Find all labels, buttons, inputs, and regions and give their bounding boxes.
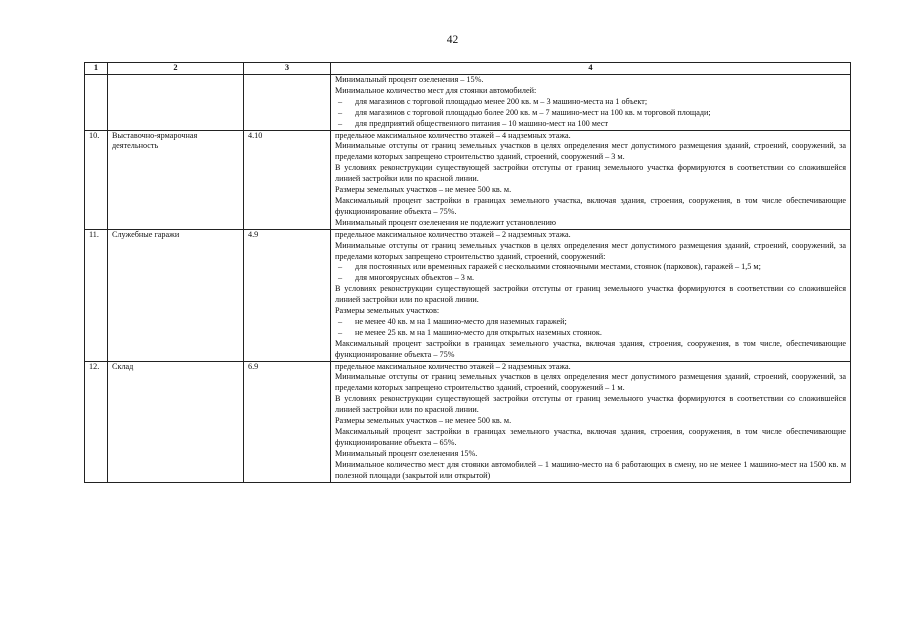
- list-dash-marker: –: [338, 96, 343, 106]
- use-type-name: Выставочно-ярмарочная деятельность: [108, 130, 244, 229]
- use-type-code: 4.10: [244, 130, 331, 229]
- list-item-text: для постоянных или временных гаражей с несколькими стояночными местами, стоянок (парковок), гаражей – 1,5 м;: [355, 262, 761, 272]
- use-type-code: 6.9: [244, 361, 331, 482]
- regulation-list-item: [335, 119, 846, 130]
- regulation-text: [331, 229, 851, 361]
- list-item-text: для предприятий общественного питания – 10 машино-мест на 100 мест: [355, 118, 609, 128]
- regulation-paragraph: Максимальный процент застройки в границах земельного участка, включая здания, строения, сооружения, в том числе обеспечивающие функционирование объекта – 75%.: [335, 195, 846, 216]
- list-dash-marker: –: [338, 262, 343, 272]
- regulation-paragraph: предельное максимальное количество этажей – 4 надземных этажа.: [335, 130, 571, 140]
- regulation-list-item: [335, 328, 846, 339]
- regulation-paragraph: Минимальный процент озеленения не подлежит установлению: [335, 217, 556, 227]
- list-item-text: для магазинов с торговой площадью более 200 кв. м – 7 машино-мест на 100 кв. м торговой площади;: [355, 107, 711, 117]
- regulation-list-item: [335, 97, 846, 108]
- regulation-paragraph: предельное максимальное количество этажей – 2 надземных этажа.: [335, 361, 571, 371]
- row-number: 10.: [85, 130, 108, 229]
- regulation-paragraph: Минимальное количество мест для стоянки автомобилей – 1 машино-место на 6 работающих в смену, но не менее 1 машино-мест на 1500 кв. м полезной площади (закрытой или открытой): [335, 459, 846, 480]
- table-row: [85, 75, 851, 131]
- regulation-text: [331, 75, 851, 131]
- table-row: [85, 361, 851, 482]
- regulation-list-item: [335, 108, 846, 119]
- regulation-paragraph: Минимальное количество мест для стоянки автомобилей:: [335, 85, 537, 95]
- regulation-paragraph: Размеры земельных участков – не менее 500 кв. м.: [335, 185, 512, 195]
- header-col-2: 2: [108, 63, 244, 75]
- regulation-paragraph: Минимальный процент озеленения 15%.: [335, 448, 478, 458]
- list-item-text: для многоярусных объектов – 3 м.: [355, 273, 475, 283]
- regulation-paragraph: Размеры земельных участков:: [335, 306, 440, 316]
- use-type-name: Склад: [108, 361, 244, 482]
- use-type-name: [108, 75, 244, 131]
- list-item-text: не менее 25 кв. м на 1 машино-место для открытых наземных стоянок.: [355, 327, 602, 337]
- regulation-paragraph: Максимальный процент застройки в границах земельного участка, включая здания, строения, сооружения, в том числе обеспечивающие функционирование объекта – 65%.: [335, 427, 846, 447]
- use-type-code: 4.9: [244, 229, 331, 361]
- regulation-paragraph: Минимальные отступы от границ земельных участков в целях определения мест допустимого размещения зданий, строений, сооружений, за пределами которых запрещено строительство зданий, строений, сооружений:: [335, 240, 846, 261]
- list-dash-marker: –: [338, 118, 343, 128]
- header-col-4: 4: [331, 63, 851, 75]
- list-dash-marker: –: [338, 316, 343, 326]
- header-col-1: 1: [85, 63, 108, 75]
- regulations-table: [84, 62, 851, 483]
- table-row: [85, 229, 851, 361]
- regulation-paragraph: Минимальный процент озеленения – 15%.: [335, 75, 484, 84]
- use-type-code: [244, 75, 331, 131]
- table-row: [85, 130, 851, 229]
- regulation-paragraph: Максимальный процент застройки в границах земельного участка, включая здания, строения, сооружения, в том числе, обеспечивающие функционирование объекта – 75%: [335, 338, 846, 359]
- regulation-list-item: [335, 273, 846, 284]
- regulation-paragraph: Минимальные отступы от границ земельных участков в целях определения мест допустимого размещения зданий, строений, сооружений, за пределами которых запрещено строительство зданий, строений, сооружений – 3 м.: [335, 141, 846, 162]
- list-dash-marker: –: [338, 327, 343, 337]
- regulation-paragraph: В условиях реконструкции существующей застройки отступы от границ земельного участка формируются в соответствии со сложившейся линией застройки или по красной линии.: [335, 163, 846, 184]
- list-item-text: для магазинов с торговой площадью менее 200 кв. м – 3 машино-места на 1 объект;: [355, 96, 648, 106]
- regulation-paragraph: предельное максимальное количество этажей – 2 надземных этажа.: [335, 229, 571, 239]
- list-dash-marker: –: [338, 107, 343, 117]
- list-item-text: не менее 40 кв. м на 1 машино-место для наземных гаражей;: [355, 316, 567, 326]
- regulation-paragraph: В условиях реконструкции существующей застройки отступы от границ земельного участка формируются в соответствии со сложившейся линией застройки или по красной линии.: [335, 394, 846, 415]
- table-header-row: [85, 63, 851, 75]
- regulation-list-item: [335, 317, 846, 328]
- regulation-paragraph: Размеры земельных участков – не менее 500 кв. м.: [335, 416, 512, 426]
- table-body: [85, 75, 851, 483]
- regulation-paragraph: В условиях реконструкции существующей застройки отступы от границ земельного участка формируются в соответствии со сложившейся линией застройки или по красной линии.: [335, 284, 846, 305]
- regulation-text: [331, 130, 851, 229]
- row-number: [85, 75, 108, 131]
- header-col-3: 3: [244, 63, 331, 75]
- row-number: 11.: [85, 229, 108, 361]
- page-number: 42: [446, 34, 459, 46]
- use-type-name: Служебные гаражи: [108, 229, 244, 361]
- regulation-paragraph: Минимальные отступы от границ земельных участков в целях определения мест допустимого размещения зданий, строений, сооружений, за пределами которых запрещено строительство зданий, строений, сооружений – 1 м.: [335, 372, 846, 393]
- regulation-list-item: [335, 262, 846, 273]
- list-dash-marker: –: [338, 273, 343, 283]
- row-number: 12.: [85, 361, 108, 482]
- regulation-text: [331, 361, 851, 482]
